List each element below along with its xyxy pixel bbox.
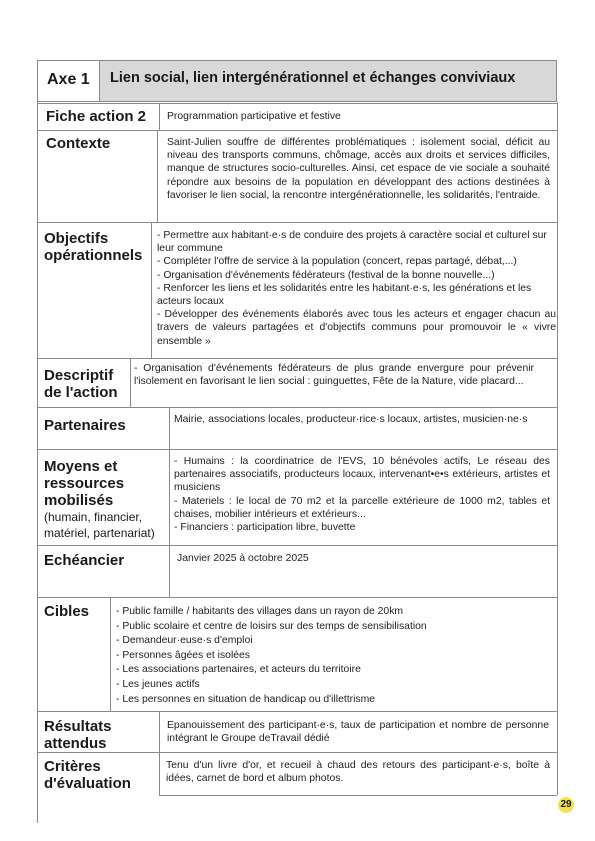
axe-title: Lien social, lien intergénérationnel et échanges conviviaux <box>100 61 556 101</box>
objectifs-label <box>44 230 142 264</box>
cibles-list <box>116 605 427 707</box>
resultats-label <box>44 718 112 752</box>
fiche-value: Programmation participative et festive <box>167 111 341 122</box>
divider <box>169 407 170 449</box>
divider <box>37 358 557 359</box>
divider <box>110 597 111 711</box>
list-item: - Organisation d'événements fédérateurs (festival de la bonne nouvelle...) <box>157 269 495 281</box>
list-item: - Humains : la coordinatrice de l'EVS, 10 bénévoles actifs, Le réseau des partenaires associatifs, producteurs locaux, intervenant•e•s extérieurs, artistes et musiciens <box>174 456 550 494</box>
descriptif-label-line2: de l'action <box>44 384 118 401</box>
divider <box>169 449 170 545</box>
divider <box>37 597 557 598</box>
descriptif-label-line1: Descriptif <box>44 367 114 384</box>
right-frame-line <box>557 597 558 711</box>
partenaires-value: Mairie, associations locales, producteur·rice·s locaux, artistes, musicien·ne·s <box>174 414 528 425</box>
list-item: - Les personnes en situation de handicap ou d'illettrisme <box>116 693 376 705</box>
criteres-label <box>44 758 131 792</box>
list-item: - Personnes âgées et isolées <box>116 649 251 661</box>
fiche-label: Fiche action 2 <box>46 108 147 125</box>
criteres-label-line2: d'évaluation <box>44 775 131 792</box>
divider <box>37 407 557 408</box>
moyens-label-line2: ressources <box>44 475 125 492</box>
divider <box>37 103 557 104</box>
right-frame-line <box>557 102 558 597</box>
resultats-value: Epanouissement des participant·e·s, taux de participation et nombre de personne intégrant le Groupe deTravail dédié <box>167 720 549 745</box>
list-item: - Public scolaire et centre de loisirs sur des temps de sensibilisation <box>116 620 427 632</box>
list-item: - Permettre aux habitant·e·s de conduire des projets à caractère social et culturel sur leur commune <box>157 230 547 255</box>
contexte-label: Contexte <box>46 135 111 152</box>
divider <box>159 711 160 752</box>
list-item: - Les jeunes actifs <box>116 678 200 690</box>
contexte-value: Saint-Julien souffre de différentes problématiques : isolement social, déficit au niveau des transports communs, chômage, accès aux droits et services difficiles, manque de structures socio-culturelles. Ainsi, cet espace de vie sociale a souhaité répondre aux besoins de la population en développant des actions destinées à favoriser le lien social, la rencontre intergénérationnelle, les solidarités, l'entraide. <box>167 137 550 201</box>
divider <box>37 130 557 131</box>
divider <box>37 449 557 450</box>
cibles-label: Cibles <box>44 603 90 620</box>
divider <box>37 545 557 546</box>
moyens-list <box>174 455 550 534</box>
list-item: - Materiels : le local de 70 m2 et la parcelle extérieure de 1000 m2, tables et chaises, mobilier intérieurs et extérieurs... <box>174 495 550 520</box>
divider <box>37 752 557 753</box>
list-item: - Compléter l'offre de service à la population (concert, repas partagé, débat,...) <box>157 256 517 268</box>
axe-label: Axe 1 <box>38 61 100 101</box>
divider <box>37 222 557 223</box>
divider <box>37 711 557 712</box>
moyens-label <box>44 458 170 541</box>
criteres-label-line1: Critères <box>44 758 101 775</box>
section-header <box>37 60 557 102</box>
list-item: - Les associations partenaires, et acteurs du territoire <box>116 664 361 676</box>
divider <box>130 358 131 407</box>
divider <box>169 545 170 597</box>
divider <box>159 752 160 795</box>
echeancier-label: Echéancier <box>44 552 125 569</box>
list-item: - Développer des événements élaborés avec tous les acteurs et engager chacun au travers de valeurs partagées et d'objectifs communs pour promouvoir le « vivre ensemble » <box>157 309 556 347</box>
descriptif-value: - Organisation d'événements fédérateurs de plus grande envergure pour prévenir l'isolement en favorisant le lien social : guinguettes, Fête de la Nature, vide placard... <box>134 363 534 388</box>
partenaires-label: Partenaires <box>44 417 126 434</box>
moyens-label-line3: mobilisés <box>44 492 114 509</box>
list-item: - Demandeur·euse·s d'emploi <box>116 635 253 647</box>
right-frame-line <box>557 711 558 795</box>
objectifs-list <box>157 229 556 348</box>
list-item: - Renforcer les liens et les solidarités entre les habitant·e·s, les générations et les acteurs locaux <box>157 282 532 308</box>
divider <box>157 130 158 222</box>
list-item: - Financiers : participation libre, buvette <box>174 522 356 534</box>
divider <box>159 103 160 130</box>
moyens-label-line1: Moyens et <box>44 458 118 475</box>
descriptif-label <box>44 367 118 401</box>
criteres-value: Tenu d'un livre d'or, et recueil à chaud des retours des participant·e·s, boîte à idées, carnet de bord et album photos. <box>166 760 550 785</box>
resultats-label-line2: attendus <box>44 735 107 752</box>
objectifs-label-line2: opérationnels <box>44 247 143 264</box>
divider <box>159 795 557 796</box>
list-item: - Public famille / habitants des villages dans un rayon de 20km <box>116 606 404 617</box>
page-number: 29 <box>558 797 574 813</box>
divider <box>151 222 152 358</box>
resultats-label-line1: Résultats <box>44 718 112 735</box>
objectifs-label-line1: Objectifs <box>44 230 109 247</box>
echeancier-value: Janvier 2025 à octobre 2025 <box>177 553 309 564</box>
left-frame-line <box>37 102 38 823</box>
moyens-sublabel: (humain, financier, matériel, partenariat) <box>44 510 155 540</box>
